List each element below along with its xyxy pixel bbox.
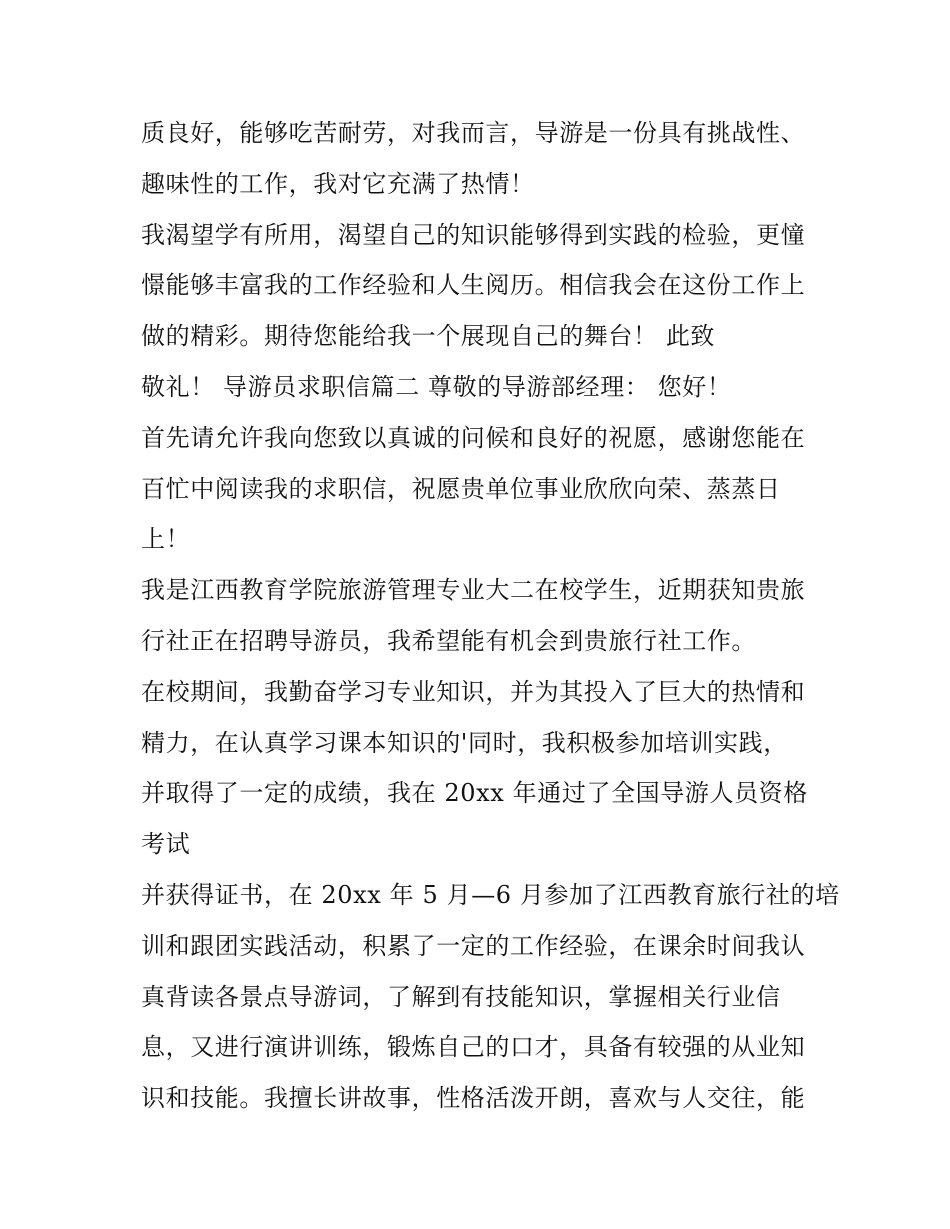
text-line: 真背读各景点导游词，了解到有技能知识，掌握相关行业信 xyxy=(141,982,781,1011)
text-line: 识和技能。我擅长讲故事，性格活泼开朗，喜欢与人交往，能 xyxy=(141,1084,806,1113)
text-line: 憬能够丰富我的工作经验和人生阅历。相信我会在这份工作上 xyxy=(141,271,806,300)
text-line: 首先请允许我向您致以真诚的问候和良好的祝愿，感谢您能在 xyxy=(141,423,806,452)
text-line: 我是江西教育学院旅游管理专业大二在校学生，近期获知贵旅 xyxy=(141,576,806,605)
text-line: 在校期间，我勤奋学习专业知识，并为其投入了巨大的热情和 xyxy=(141,677,806,706)
text-line: 敬礼！ 导游员求职信篇二 尊敬的导游部经理： 您好！ xyxy=(141,372,732,401)
text-line: 并获得证书，在 20xx 年 5 月—6 月参加了江西教育旅行社的培 xyxy=(141,880,840,909)
text-line: 息，又进行演讲训练，锻炼自己的口才，具备有较强的从业知 xyxy=(141,1033,806,1062)
text-line: 考试 xyxy=(141,830,191,859)
text-line: 百忙中阅读我的求职信，祝愿贵单位事业欣欣向荣、蒸蒸日 xyxy=(141,474,781,503)
text-line: 并取得了一定的成绩，我在 20xx 年通过了全国导游人员资格 xyxy=(141,779,808,808)
text-line: 做的精彩。期待您能给我一个展现自己的舞台！ 此致 xyxy=(141,322,716,351)
document-body xyxy=(141,108,840,1124)
text-line: 上！ xyxy=(141,525,191,554)
text-line: 我渴望学有所用，渴望自己的知识能够得到实践的检验，更憧 xyxy=(141,220,806,249)
text-line: 训和跟团实践活动，积累了一定的工作经验，在课余时间我认 xyxy=(141,931,806,960)
text-line: 趣味性的工作，我对它充满了热情！ xyxy=(141,169,535,198)
text-line: 精力，在认真学习课本知识的'同时，我积极参加培训实践， xyxy=(141,728,788,757)
text-line: 行社正在招聘导游员，我希望能有机会到贵旅行社工作。 xyxy=(141,626,756,655)
text-line: 质良好，能够吃苦耐劳，对我而言，导游是一份具有挑战性、 xyxy=(141,119,806,147)
